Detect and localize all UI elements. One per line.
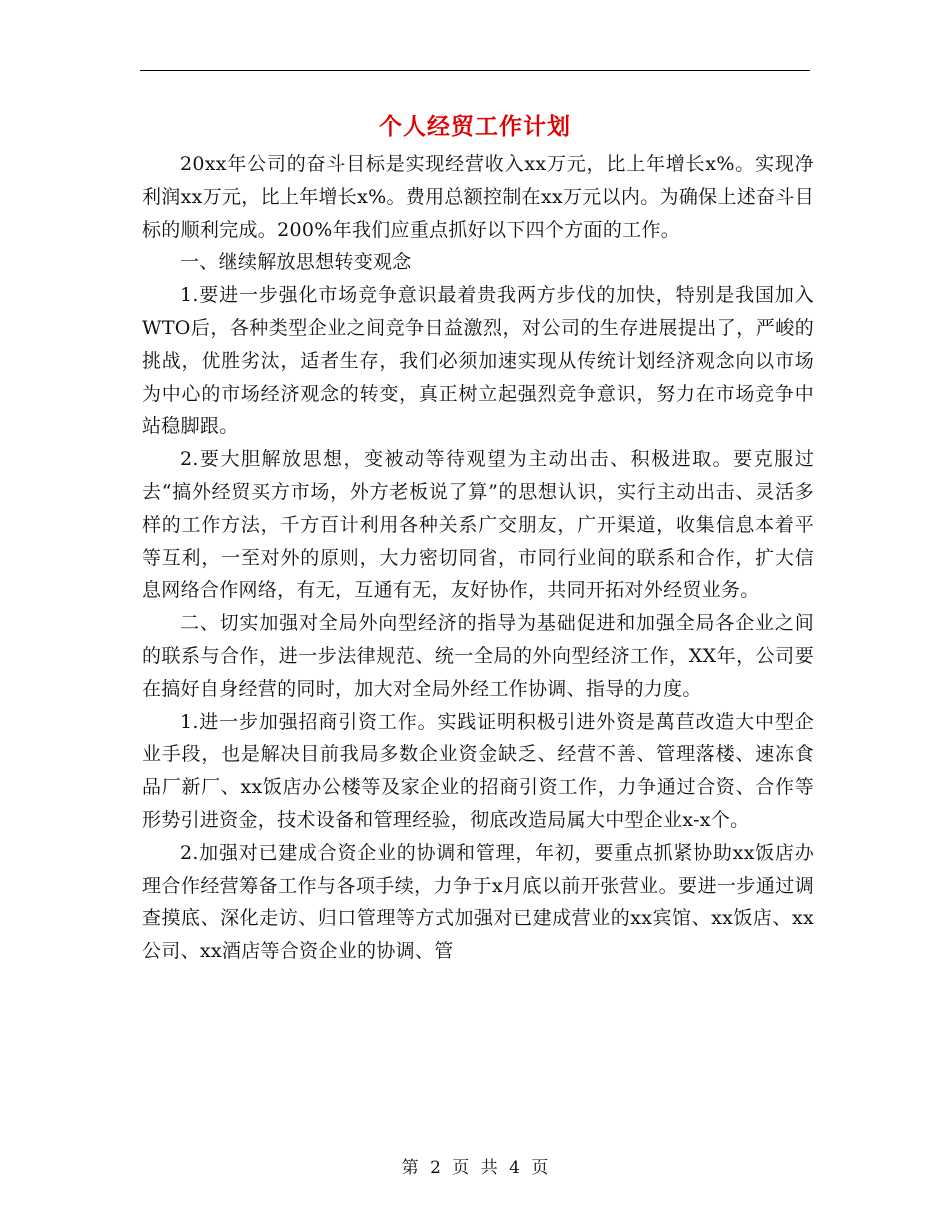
- document-title: 个人经贸工作计划: [379, 113, 571, 140]
- footer-page-prefix: 第: [401, 1158, 419, 1178]
- paragraph-2-1: 1.进一步加强招商引资工作。实践证明积极引进外资是萬苣改造大中型企业手段，也是解决目前我局多数企业资金缺乏、经营不善、管理落楼、速冻食品厂新厂、xx饭店办公楼等及家企业的招商引资工作，力争通过合资、合作等形势引进资金，技术设备和管理经验，彻底改造局属大中型企业x-x个。: [142, 710, 814, 831]
- footer-total-pages: 4: [509, 1158, 520, 1178]
- header-rule: [140, 70, 810, 71]
- footer-page-unit: 页: [452, 1158, 470, 1178]
- paragraph-2-2: 2.加强对已建成合资企业的协调和管理，年初，要重点抓紧协助xx饭店办理合作经营筹备工作与各项手续，力争于x月底以前开张营业。要进一步通过调查摸底、深化走访、归口管理等方式加强对已建成营业的xx宾馆、xx饭店、xx公司、xx酒店等合资企业的协调、管: [142, 841, 814, 963]
- paragraph-1-2: 2.要大胆解放思想，变被动等待观望为主动出击、积极进取。要克服过去“搞外经贸买方市场，外方老板说了算”的思想认识，实行主动出击、灵活多样的工作方法，千方百计利用各种关系广交朋友，广开渠道，收集信息本着平等互利，一至对外的原则，大力密切同省，市同行业间的联系和合作，扩大信息网络合作网络，有无，互通有无，友好协作，共同开拓对外经贸业务。: [142, 448, 814, 602]
- footer-total-unit: 页: [531, 1158, 549, 1178]
- footer-total-prefix: 共: [480, 1158, 498, 1178]
- section-heading-1: 一、继续解放思想转变观念: [180, 251, 412, 274]
- page-footer: [0, 1153, 950, 1178]
- section-heading-2: 二、切实加强对全局外向型经济的指导为基础促进和加强全局各企业之间的联系与合作，进一步法律规范、统一全局的外向型经济工作，XX年，公司要在搞好自身经营的同时，加大对全局外经工作协调、指导的力度。: [142, 612, 814, 700]
- paragraph-1-1: 1.要进一步强化市场竞争意识最着贵我两方步伐的加快，特别是我国加入WTO后，各种类型企业之间竞争日益激烈，对公司的生存进展提出了，严峻的挑战，优胜劣汰，适者生存，我们必须加速实现从传统计划经济观念向以市场为中心的市场经济观念的转变，真正树立起强烈竞争意识，努力在市场竞争中站稳脚跟。: [142, 284, 814, 438]
- paragraph-intro: 20xx年公司的奋斗目标是实现经营收入xx万元，比上年增长x%。实现净利润xx万元，比上年增长x%。费用总额控制在xx万元以内。为确保上述奋斗目标的顺利完成。200%年我们应重点抓好以下四个方面的工作。: [142, 153, 814, 241]
- footer-page-number: 2: [430, 1158, 441, 1178]
- document-body: [142, 148, 814, 968]
